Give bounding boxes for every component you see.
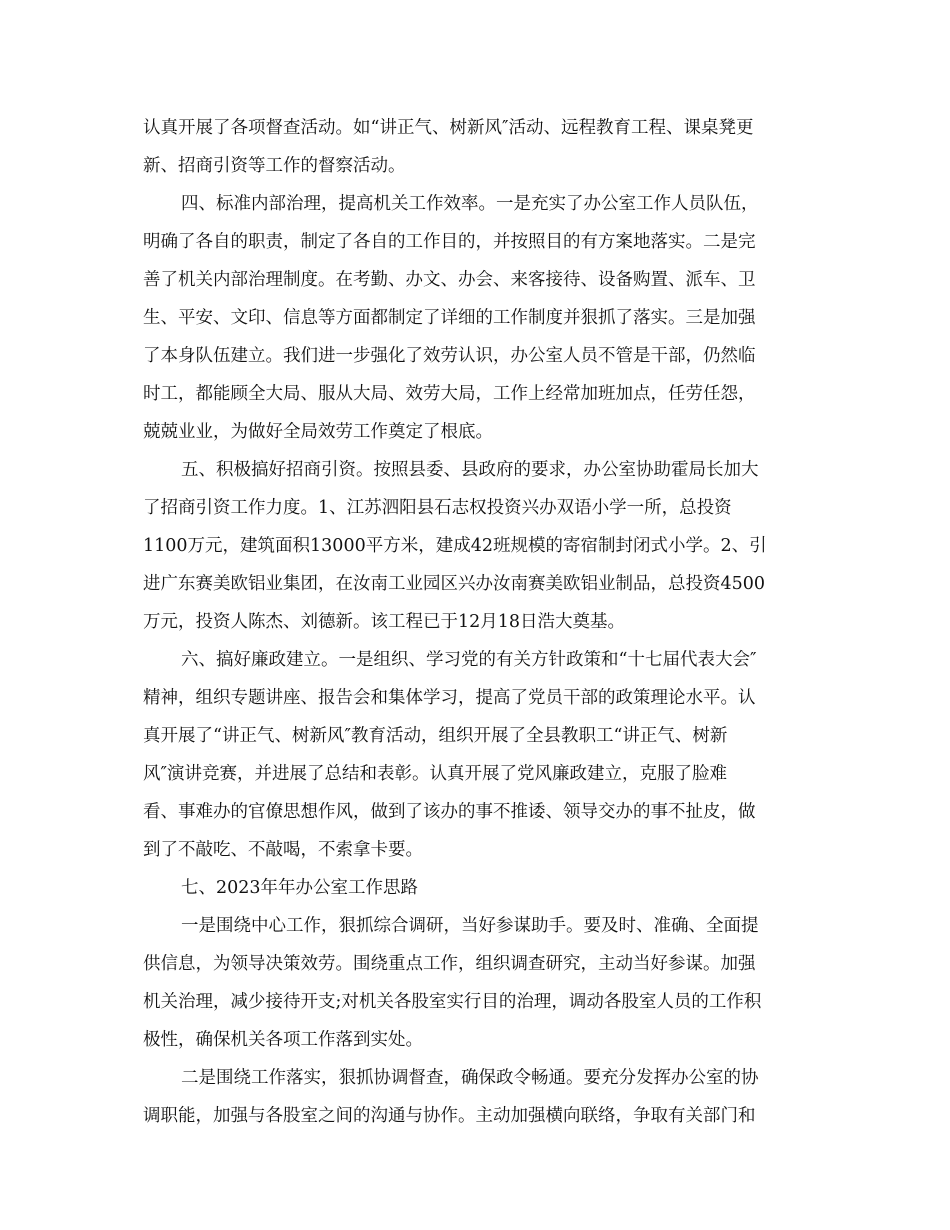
text-line: 万元，投资人陈杰、刘德新。该工程已于12月18日浩大奠基。 [143, 612, 626, 632]
text-line: 生、平安、文印、信息等方面都制定了详细的工作制度并狠抓了落实。三是加强 [143, 308, 756, 328]
text-line: 到了不敲吃、不敲喝，不索拿卡要。 [143, 840, 423, 860]
text-line: 了招商引资工作力度。1、江苏泗阳县石志权投资兴办双语小学一所，总投资 [143, 498, 732, 518]
paragraph-start-line: 六、搞好廉政建立。一是组织、学习党的有关方针政策和“十七届代表大会″ [181, 650, 757, 670]
text-line: 看、事难办的官僚思想作风，做到了该办的事不推诿、领导交办的事不扯皮，做 [143, 802, 756, 822]
text-line: 风″演讲竞赛，并进展了总结和表彰。认真开展了党风廉政建立，克服了脸难 [143, 764, 728, 784]
paragraph-start-line: 四、标准内部治理，提高机关工作效率。一是充实了办公室工作人员队伍， [181, 194, 759, 214]
text-line: 认真开展了各项督查活动。如“讲正气、树新风″活动、远程教育工程、课桌凳更 [143, 118, 754, 138]
text-line: 极性，确保机关各项工作落到实处。 [143, 1030, 423, 1050]
text-line: 了本身队伍建立。我们进一步强化了效劳认识，办公室人员不管是干部，仍然临 [143, 346, 756, 366]
text-line: 1100万元，建筑面积13000平方米，建成42班规模的寄宿制封闭式小学。2、引 [143, 536, 767, 556]
paragraph-start-line: 五、积极搞好招商引资。按照县委、县政府的要求，办公室协助霍局长加大 [181, 460, 759, 480]
text-line: 真开展了“讲正气、树新风″教育活动，组织开展了全县教职工“讲正气、树新 [143, 726, 728, 746]
text-line: 新、招商引资等工作的督察活动。 [143, 156, 406, 176]
text-line: 时工，都能顾全大局、服从大局、效劳大局，工作上经常加班加点，任劳任怨， [143, 384, 756, 404]
text-line: 机关治理，减少接待开支;对机关各股室实行目的治理，调动各股室人员的工作积 [143, 992, 762, 1012]
text-line: 精神，组织专题讲座、报告会和集体学习，提高了党员干部的政策理论水平。认 [143, 688, 756, 708]
section-heading: 七、2023年年办公室工作思路 [181, 878, 419, 898]
text-line: 明确了各自的职责，制定了各自的工作目的，并按照目的有方案地落实。二是完 [143, 232, 756, 252]
text-line: 供信息，为领导决策效劳。围绕重点工作，组织调查研究，主动当好参谋。加强 [143, 954, 756, 974]
text-line: 善了机关内部治理制度。在考勤、办文、办会、来客接待、设备购置、派车、卫 [143, 270, 756, 290]
paragraph-start-line: 一是围绕中心工作，狠抓综合调研，当好参谋助手。要及时、准确、全面提 [181, 916, 759, 936]
paragraph-start-line: 二是围绕工作落实，狠抓协调督查，确保政令畅通。要充分发挥办公室的协 [181, 1068, 759, 1088]
text-line: 兢兢业业，为做好全局效劳工作奠定了根底。 [143, 422, 493, 442]
text-line: 进广东赛美欧铝业集团，在汝南工业园区兴办汝南赛美欧铝业制品，总投资4500 [143, 574, 766, 594]
text-line: 调职能，加强与各股室之间的沟通与协作。主动加强横向联络，争取有关部门和 [143, 1106, 756, 1126]
